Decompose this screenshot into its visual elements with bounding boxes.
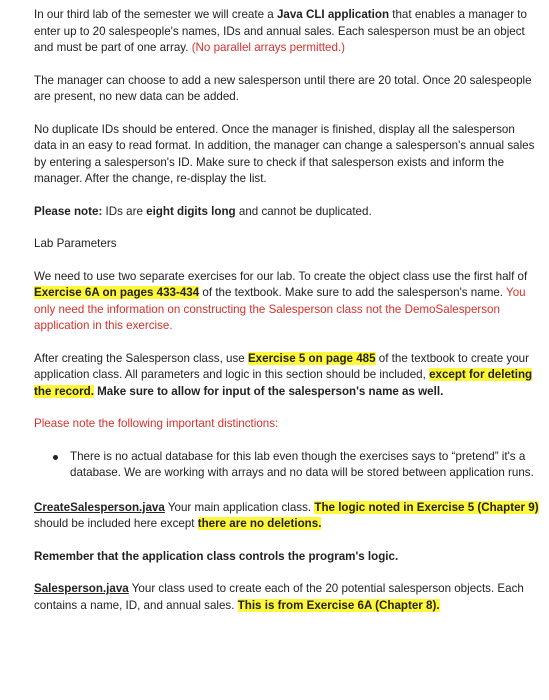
- exercise-6a-highlight: Exercise 6A on pages 433-434: [34, 286, 200, 299]
- salesperson-class-text: Your class used to create each of the 20 potential salesperson objects. Each contains a name, ID, and annual sales.: [34, 582, 524, 612]
- application-class-paragraph: [34, 351, 539, 401]
- java-cli-application-bold: Java CLI application: [276, 8, 390, 21]
- add-salesperson-paragraph: The manager can choose to add a new salesperson until there are 20 total. Once 20 salespeople are present, no new data can be added.: [34, 73, 532, 103]
- parameters-text: of the textbook to create your application class. All parameters and logic in this section should be included,: [34, 351, 529, 381]
- exercise-6a-chapter-8-highlight: This is from Exercise 6A (Chapter 8).: [237, 598, 440, 612]
- except-deleting-highlight: except for deleting the record.: [34, 368, 533, 398]
- create-salesperson-java-label: CreateSalesperson.java: [34, 500, 165, 514]
- please-note-ids-paragraph: [34, 204, 539, 221]
- input-name-bold: Make sure to allow for input of the salesperson's name as well.: [93, 384, 444, 398]
- no-parallel-arrays-note: (No parallel arrays permitted.): [191, 41, 346, 54]
- salesperson-java-paragraph: [34, 581, 539, 614]
- eight-digits-bold: eight digits long: [146, 204, 236, 218]
- application-controls-logic: Remember that the application class controls the program's logic.: [34, 549, 399, 563]
- exercise-5-highlight: Exercise 5 on page 485: [247, 351, 376, 365]
- create-salesperson-paragraph: [34, 500, 539, 533]
- cannot-be-duplicated-text: and cannot be duplicated.: [235, 204, 372, 218]
- please-note-label: Please note:: [34, 204, 103, 218]
- main-application-text: Your main application class.: [164, 500, 315, 514]
- no-duplicate-ids-paragraph: No duplicate IDs should be entered. Once the manager is finished, display all the salesperson data in an easy to read format. In addition, the manager can change a salesperson's annual sales by entering a salesperson's ID. Make sure to check if that salesperson exists and inform the manager. After the change, re-display the list.: [34, 122, 535, 185]
- list-item: [62, 449, 539, 482]
- included-here-text: should be included here except: [34, 517, 198, 530]
- two-exercises-paragraph: [34, 269, 539, 335]
- bullet-dot-icon: [53, 455, 58, 460]
- distinctions-list: [34, 449, 539, 482]
- intro-text-continued: that enables a manager to enter up to 20 salespeople's names, IDs and annual sales. Each salesperson must be an object and must be part of one array.: [34, 8, 527, 54]
- add-name-text: of the textbook. Make sure to add the salesperson's name.: [199, 286, 507, 299]
- logic-exercise-5-highlight: The logic noted in Exercise 5 (Chapter 9): [314, 500, 539, 514]
- after-creating-text: After creating the Salesperson class, use: [34, 351, 248, 365]
- intro-paragraph: [34, 7, 539, 57]
- lab-parameters-heading: Lab Parameters: [34, 237, 117, 250]
- no-database-text: There is no actual database for this lab even though the exercises says to “pretend” it's a database. We are working with arrays and no data will be stored between application runs.: [70, 449, 534, 479]
- ids-are-text: IDs are: [102, 204, 147, 218]
- important-distinctions-note: Please note the following important distinctions:: [34, 417, 279, 430]
- constructing-class-note: You only need the information on constructing the Salesperson class not the DemoSalesperson application in this exercise.: [34, 286, 526, 332]
- two-exercises-text: We need to use two separate exercises for our lab. To create the object class use the first half of: [34, 269, 528, 283]
- salesperson-java-label: Salesperson.java: [34, 582, 129, 595]
- intro-text: In our third lab of the semester we will create a: [34, 8, 277, 21]
- no-deletions-highlight: there are no deletions.: [197, 517, 322, 530]
